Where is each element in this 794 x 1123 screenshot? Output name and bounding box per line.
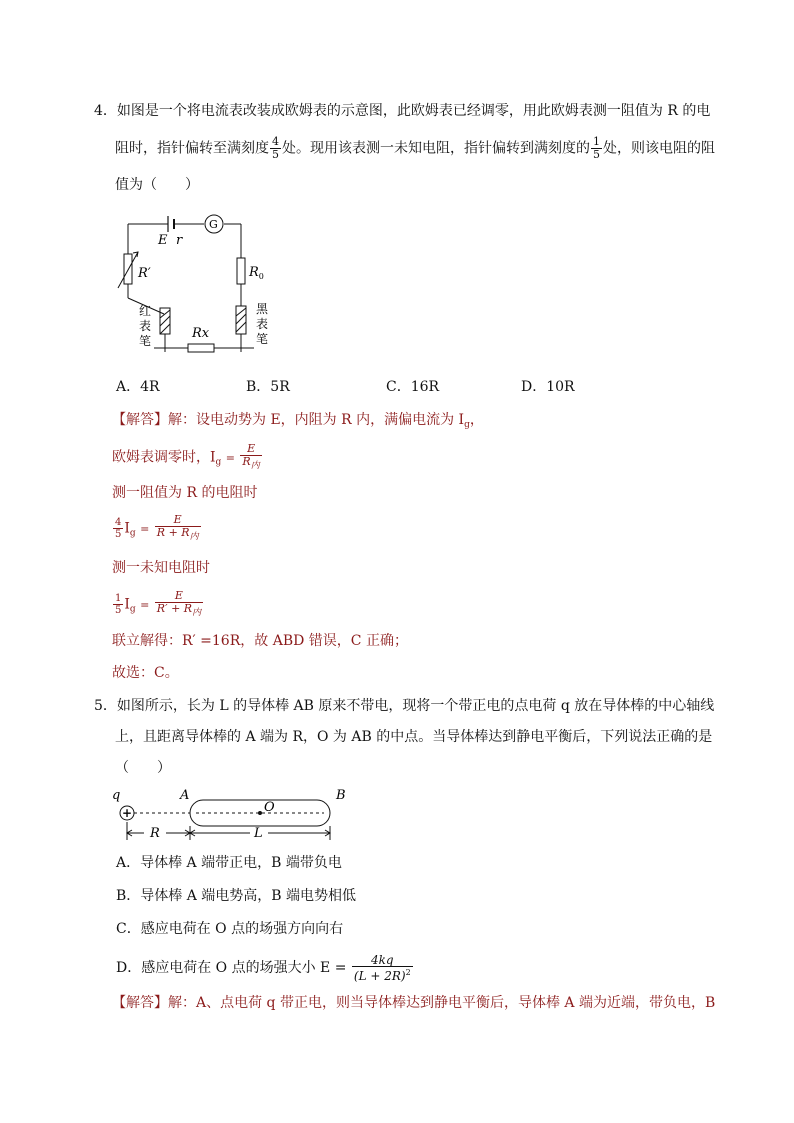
answer-tag: 【解答】 [112,412,168,428]
q5-line2: 上，且距离导体棒的 A 端为 R，O 为 AB 的中点。当导体棒达到静电平衡后，下列说法正确的是 [115,729,713,745]
red-probe-char-3: 笔 [139,334,152,348]
q4-line1: 4．如图是一个将电流表改装成欧姆表的示意图，此欧姆表已经调零，用此欧姆表测一阻值为 R 的电 [94,103,711,119]
midpoint-o-dot [258,811,262,815]
q4-line2a: 阻时，指针偏转至满刻度 [115,140,269,157]
rheostat-label: R′ [138,266,151,281]
q5-option-c[interactable]: C．感应电荷在 O 点的场强方向向右 [116,921,344,937]
q4-option-c[interactable]: C．16R [386,379,440,395]
q4-line2 [115,136,715,161]
battery-emf-label: E [158,233,168,248]
charge-q-label: q [112,788,121,803]
q4-answer-measure-x: 测一未知电阻时 [112,560,210,576]
eq-ig-fraction: $\frac{E}{R_内}$ [242,442,260,471]
length-l-label: L [254,826,263,841]
q4-answer-eq3: $\frac{1}{5}$ $I_g$ = $\frac{E}{R' + R_内}$ [115,589,202,618]
q4-option-b[interactable]: B．5R [246,379,290,395]
ohmmeter-circuit-diagram [116,206,286,356]
optd-fraction: $\frac{4kq}{(L + 2R)^2}$ [353,953,411,983]
distance-r-label: R [150,826,160,841]
q4-line2b: 处。现用该表测一未知电阻，指针偏转到满刻度的 [282,140,590,157]
r0-label: $R_0$ [249,265,264,281]
conductor-rod-diagram [110,786,360,844]
black-probe-char-3: 笔 [256,332,269,346]
q4-answer-eq2: $\frac{4}{5}$ $I_g$ = $\frac{E}{R + R_内}$ [115,513,199,542]
q4-answer-solve: 联立解得：R′ =16R，故 ABD 错误，C 正确； [112,633,408,649]
answer-tag-5: 【解答】 [112,995,168,1011]
q5-line1: 5．如图所示，长为 L 的导体棒 AB 原来不带电，现将一个带正电的点电荷 q 放在导体棒的中心轴线 [94,698,715,714]
red-probe-char-2: 表 [139,319,152,333]
q4-line2c: 处，则该电阻的阻 [603,140,715,157]
q5-line3: （ ） [115,760,171,776]
positive-charge-sign: + [122,806,133,820]
q4-option-d[interactable]: D．10R [521,379,575,395]
q5-option-a[interactable]: A．导体棒 A 端带正电，B 端带负电 [116,855,342,871]
black-probe-char-2: 表 [256,317,269,331]
battery-internal-resistance-label: r [176,233,183,248]
galvanometer-label: G [209,218,218,231]
black-probe-char-1: 黑 [256,302,269,316]
q4-answer-intro: 【解答】解：设电动势为 E，内阻为 R 内，满偏电流为 $I_g$， [112,412,484,430]
q5-option-b[interactable]: B．导体棒 A 端电势高，B 端电势相低 [116,888,357,904]
q4-answer-choose: 故选：C。 [112,665,179,681]
q4-answer-zero: 欧姆表调零时，$I_g$ = $\frac{E}{R_内}$ [112,442,260,471]
end-b-label: B [336,788,346,803]
q5-answer: 【解答】解：A、点电荷 q 带正电，则当导体棒达到静电平衡后，导体棒 A 端为近端，带负电，B [112,995,716,1011]
q4-answer-measure-r: 测一阻值为 R 的电阻时 [112,485,258,501]
q5-option-d[interactable]: D．感应电荷在 O 点的场强大小 E = $\frac{4kq}{(L + 2R)^2}$ [116,953,411,983]
q4-option-a[interactable]: A．4R [116,379,160,395]
end-a-label: A [180,788,190,803]
q4-frac-four-fifths: $\frac{4}{5}$ [272,135,279,161]
rx-label: Rx [192,326,210,341]
q4-frac-one-fifth: $\frac{1}{5}$ [593,135,600,161]
red-probe-char-1: 红 [139,304,152,318]
q4-line3: 值为（ ） [115,177,199,193]
midpoint-o-label: O [264,800,275,815]
